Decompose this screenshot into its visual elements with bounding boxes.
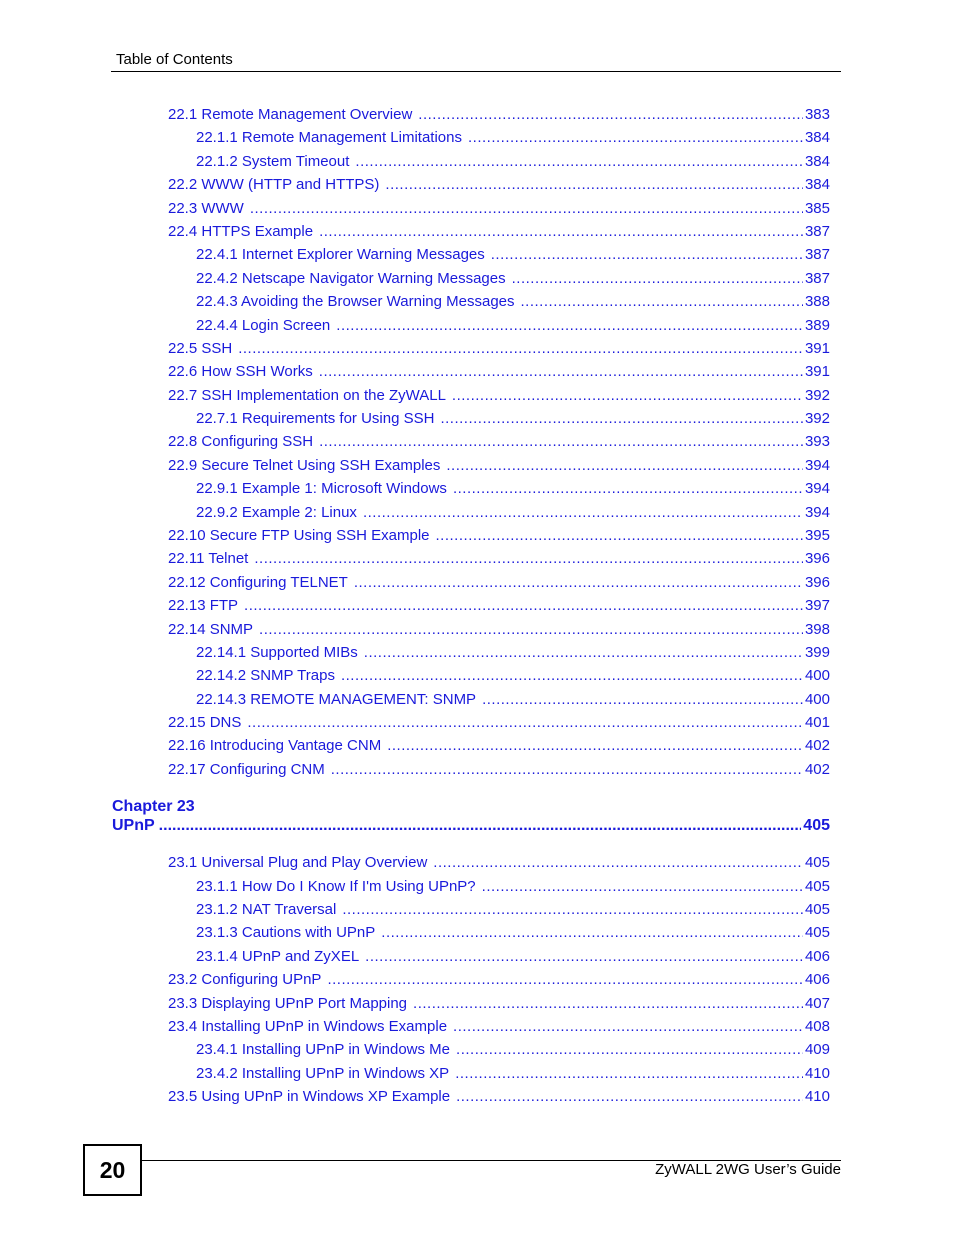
toc-entry-page: 408 [804,1018,830,1035]
toc-entry-title: 22.7.1 Requirements for Using SSH [196,410,435,427]
toc-entry-page: 410 [804,1065,830,1082]
dot-leader [355,153,803,170]
dot-leader [433,854,803,871]
toc-entry-title: 22.9.1 Example 1: Microsoft Windows [196,480,447,497]
toc-entry[interactable] [196,480,830,500]
toc-entry[interactable] [196,1041,830,1061]
toc-entry-page: 405 [804,854,830,871]
toc-entry-title: 22.14 SNMP [168,621,254,638]
toc-entry-title: 23.1.3 Cautions with UPnP [196,924,376,941]
toc-entry[interactable] [168,761,830,781]
toc-entry[interactable] [196,1065,830,1085]
dot-leader [453,1018,803,1035]
dot-leader [482,691,803,708]
toc-entry-page: 391 [804,340,830,357]
toc-entry[interactable] [196,948,830,968]
toc-entry-title: 23.4.2 Installing UPnP in Windows XP [196,1065,450,1082]
dot-leader [364,644,803,661]
dot-leader [247,714,803,731]
toc-entry[interactable] [168,223,830,243]
toc-entry[interactable] [196,901,830,921]
toc-entry[interactable] [168,200,830,220]
toc-entry[interactable] [168,1088,830,1108]
toc-entry[interactable] [168,737,830,757]
toc-entry[interactable] [196,153,830,173]
dot-leader [341,667,803,684]
toc-entry-page: 402 [804,761,830,778]
toc-entry-title: 22.2 WWW (HTTP and HTTPS) [168,176,380,193]
dot-leader [436,527,803,544]
toc-entry-page: 387 [804,246,830,263]
toc-entry-page: 393 [804,433,830,450]
toc-entry[interactable] [196,293,830,313]
toc-entry-title: 22.16 Introducing Vantage CNM [168,737,382,754]
toc-entry-title: 22.1 Remote Management Overview [168,106,413,123]
toc-entry[interactable] [196,924,830,944]
toc-entry[interactable] [168,387,830,407]
dot-leader [456,1041,803,1058]
toc-entry-page: 392 [804,410,830,427]
toc-entry-page: 384 [804,176,830,193]
dot-leader [452,387,803,404]
toc-entry[interactable] [196,246,830,266]
dot-leader [413,995,803,1012]
toc-entry[interactable] [168,971,830,991]
dot-leader [381,924,803,941]
dot-leader [365,948,803,965]
chapter-page: 405 [803,817,830,834]
toc-entry-page: 384 [804,153,830,170]
toc-entry[interactable] [196,504,830,524]
header-divider [111,71,841,72]
toc-entry-page: 396 [804,550,830,567]
toc-entry-title: 22.14.2 SNMP Traps [196,667,335,684]
toc-entry-title: 22.6 How SSH Works [168,363,313,380]
dot-leader [342,901,803,918]
toc-entry-title: 23.1.2 NAT Traversal [196,901,337,918]
toc-entry-title: 22.4.2 Netscape Navigator Warning Messages [196,270,506,287]
toc-entry-page: 392 [804,387,830,404]
toc-entry-page: 391 [804,363,830,380]
toc-entry-title: 23.1.1 How Do I Know If I'm Using UPnP? [196,878,476,895]
toc-entry-page: 398 [804,621,830,638]
dot-leader [254,550,803,567]
toc-entry-title: 22.10 Secure FTP Using SSH Example [168,527,430,544]
toc-entry-page: 405 [804,924,830,941]
dot-leader [468,129,803,146]
dot-leader [238,340,803,357]
toc-entry[interactable] [168,106,830,126]
chapter-title: UPnP [112,817,155,834]
toc-entry-page: 389 [804,317,830,334]
toc-entry[interactable] [168,597,830,617]
toc-entry-page: 405 [804,878,830,895]
toc-entry-title: 22.14.1 Supported MIBs [196,644,358,661]
toc-entry-title: 22.11 Telnet [168,550,249,567]
toc-entry-title: 22.8 Configuring SSH [168,433,314,450]
toc-entry-page: 387 [804,223,830,240]
toc-entry-title: 22.1.1 Remote Management Limitations [196,129,462,146]
toc-entry[interactable] [168,1018,830,1038]
dot-leader [387,737,803,754]
toc-entry-title: 22.15 DNS [168,714,242,731]
toc-entry[interactable] [168,433,830,453]
toc-entry-page: 400 [804,667,830,684]
toc-entry-page: 395 [804,527,830,544]
toc-entry[interactable] [196,667,830,687]
dot-leader [456,1088,803,1105]
dot-leader [455,1065,803,1082]
toc-entry-title: 22.9.2 Example 2: Linux [196,504,357,521]
toc-entry[interactable] [196,644,830,664]
toc-entry-page: 406 [804,948,830,965]
dot-leader [319,363,803,380]
toc-entry-page: 385 [804,200,830,217]
toc-entry-page: 394 [804,457,830,474]
toc-entry[interactable] [196,691,830,711]
toc-entry[interactable] [168,621,830,641]
dot-leader [482,878,803,895]
toc-entry-title: 22.4.1 Internet Explorer Warning Messages [196,246,485,263]
toc-entry-title: 22.12 Configuring TELNET [168,574,348,591]
toc-entry-title: 22.17 Configuring CNM [168,761,325,778]
dot-leader [418,106,803,123]
guide-title: ZyWALL 2WG User’s Guide [655,1161,841,1178]
toc-entry-title: 23.1 Universal Plug and Play Overview [168,854,428,871]
toc-entry-page: 410 [804,1088,830,1105]
toc-entry[interactable] [168,363,830,383]
toc-entry[interactable] [196,129,830,149]
toc-entry-title: 22.4.3 Avoiding the Browser Warning Messages [196,293,515,310]
toc-entry-page: 383 [804,106,830,123]
dot-leader [453,480,803,497]
toc-entry-page: 387 [804,270,830,287]
running-header: Table of Contents [116,51,233,68]
toc-entry-title: 23.2 Configuring UPnP [168,971,322,988]
toc-entry-page: 399 [804,644,830,661]
toc-entry[interactable] [168,995,830,1015]
chapter-label: Chapter 23 [112,798,195,815]
toc-entry[interactable] [168,176,830,196]
toc-entry[interactable] [168,527,830,547]
toc-entry-page: 409 [804,1041,830,1058]
toc-entry-page: 397 [804,597,830,614]
toc-entry-title: 22.5 SSH [168,340,233,357]
toc-entry-page: 394 [804,504,830,521]
dot-leader [250,200,803,217]
toc-entry[interactable] [168,340,830,360]
toc-entry-page: 406 [804,971,830,988]
toc-entry-page: 400 [804,691,830,708]
toc-entry[interactable] [168,714,830,734]
dot-leader [319,223,803,240]
toc-entry-title: 23.1.4 UPnP and ZyXEL [196,948,360,965]
toc-entry-title: 22.3 WWW [168,200,244,217]
dot-leader [446,457,803,474]
dot-leader [521,293,803,310]
toc-entry-page: 402 [804,737,830,754]
toc-entry-page: 405 [804,901,830,918]
dot-leader [491,246,803,263]
dot-leader [512,270,803,287]
toc-entry-page: 407 [804,995,830,1012]
toc-entry-title: 22.14.3 REMOTE MANAGEMENT: SNMP [196,691,477,708]
toc-entry-title: 22.9 Secure Telnet Using SSH Examples [168,457,441,474]
toc-entry-title: 22.7 SSH Implementation on the ZyWALL [168,387,446,404]
dot-leader [259,621,803,638]
toc-entry[interactable] [196,270,830,290]
dot-leader [319,433,803,450]
toc-entry[interactable] [196,317,830,337]
toc-entry-page: 388 [804,293,830,310]
toc-entry-title: 22.1.2 System Timeout [196,153,350,170]
toc-entry-page: 394 [804,480,830,497]
page-number: 20 [83,1144,142,1196]
toc-entry[interactable] [168,854,830,874]
toc-entry[interactable] [168,574,830,594]
chapter-entry[interactable] [112,817,830,839]
dot-leader [336,317,803,334]
dot-leader [159,817,802,835]
toc-entry-page: 396 [804,574,830,591]
dot-leader [385,176,803,193]
toc-entry-title: 22.13 FTP [168,597,239,614]
toc-entry-title: 23.4 Installing UPnP in Windows Example [168,1018,448,1035]
toc-entry-title: 23.3 Displaying UPnP Port Mapping [168,995,408,1012]
toc-entry[interactable] [196,410,830,430]
dot-leader [331,761,803,778]
dot-leader [327,971,803,988]
toc-entry-title: 23.4.1 Installing UPnP in Windows Me [196,1041,451,1058]
toc-entry-title: 23.5 Using UPnP in Windows XP Example [168,1088,451,1105]
dot-leader [244,597,803,614]
toc-entry-title: 22.4.4 Login Screen [196,317,331,334]
toc-entry-page: 401 [804,714,830,731]
toc-entry-title: 22.4 HTTPS Example [168,223,314,240]
dot-leader [354,574,803,591]
toc-entry[interactable] [168,550,830,570]
dot-leader [363,504,803,521]
dot-leader [440,410,803,427]
toc-entry-page: 384 [804,129,830,146]
toc-entry[interactable] [168,457,830,477]
toc-entry[interactable] [196,878,830,898]
